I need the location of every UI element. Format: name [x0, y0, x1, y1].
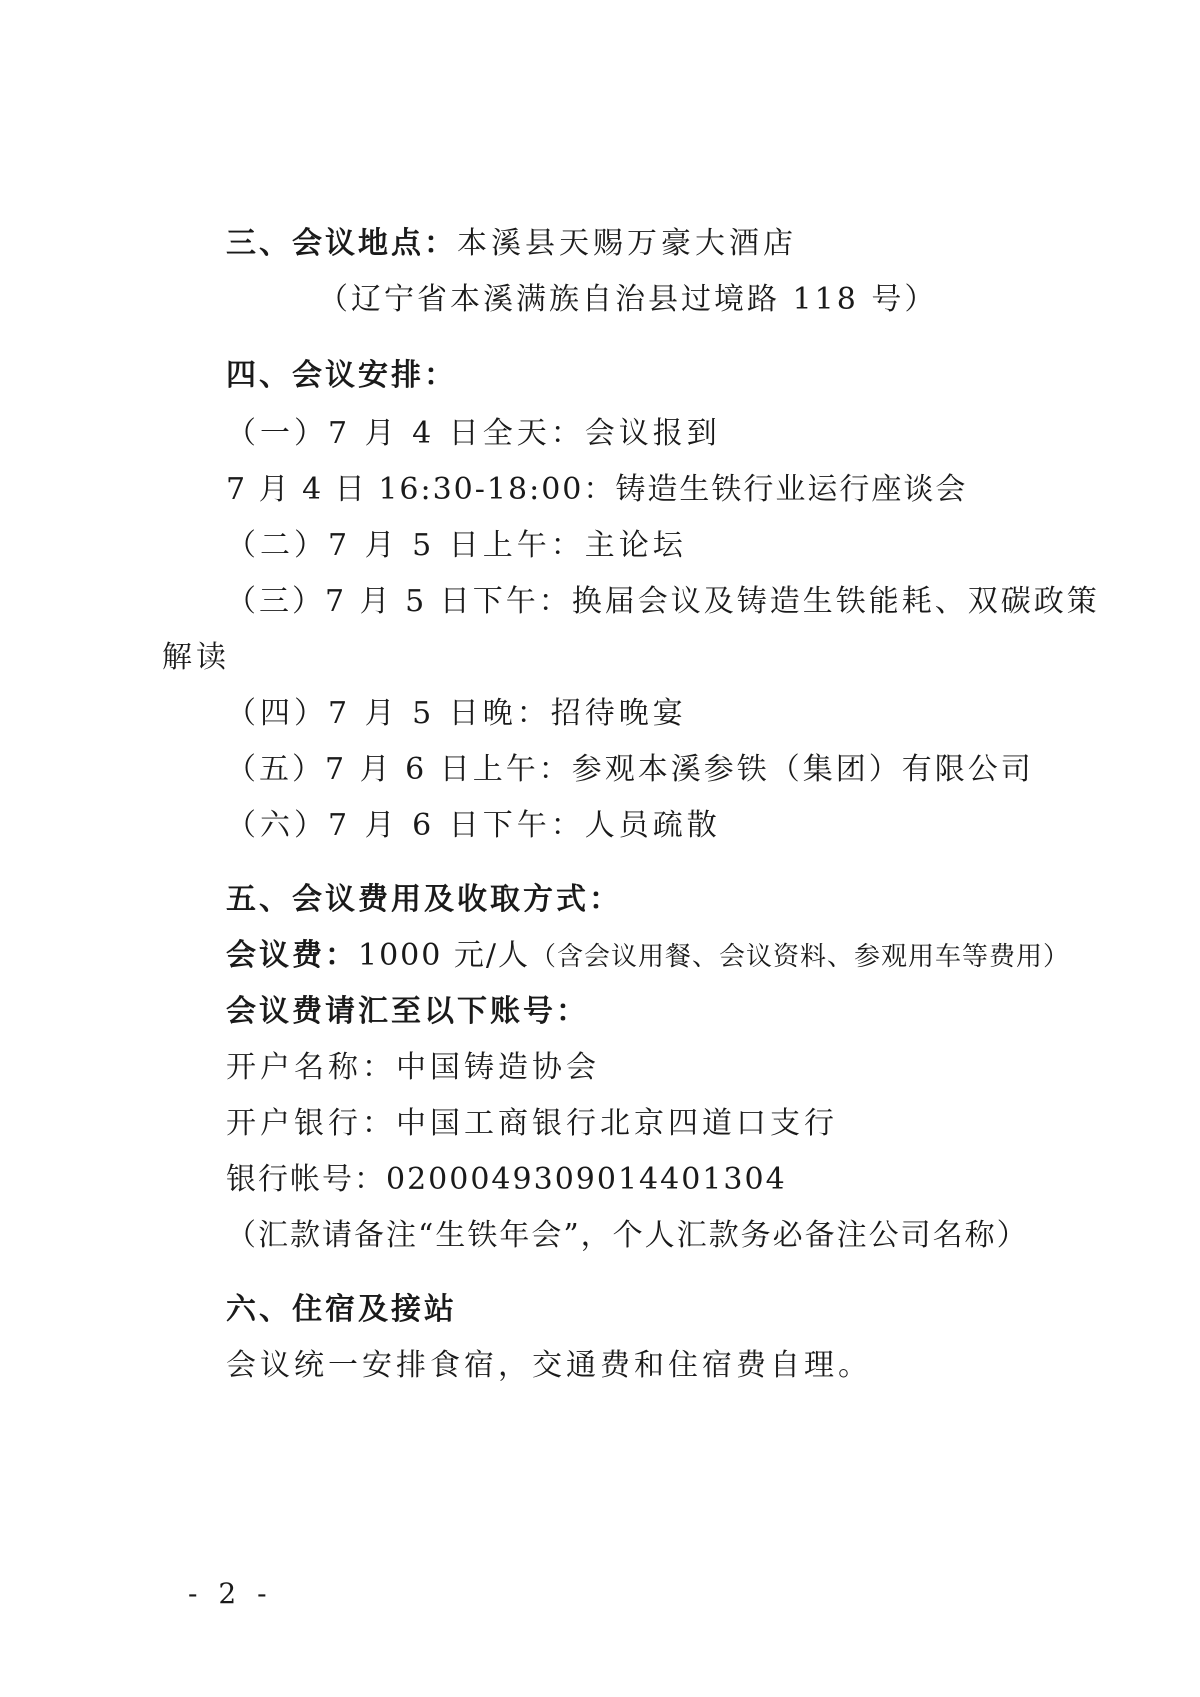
section6-heading: 六、住宿及接站	[226, 1292, 457, 1327]
account-number: 银行帐号：0200049309014401304	[226, 1162, 787, 1197]
schedule-item-3-continued: 解读	[162, 640, 230, 675]
schedule-item-1: （一）7 月 4 日全天：会议报到	[226, 416, 721, 451]
schedule-item-6: （六）7 月 6 日下午：人员疏散	[226, 808, 721, 843]
section4-heading: 四、会议安排：	[226, 358, 457, 393]
remit-heading: 会议费请汇至以下账号：	[226, 994, 589, 1029]
section3-line	[226, 224, 797, 264]
section3-address: （辽宁省本溪满族自治县过境路 118 号）	[318, 282, 938, 317]
section3-heading: 三、会议地点：	[226, 226, 457, 261]
fee-value: 1000 元/人	[358, 938, 530, 973]
page-number: - 2 -	[188, 1577, 273, 1610]
schedule-item-4: （四）7 月 5 日晚：招待晚宴	[226, 696, 687, 731]
account-name: 开户名称：中国铸造协会	[226, 1050, 600, 1085]
bank-name: 开户银行：中国工商银行北京四道口支行	[226, 1106, 838, 1141]
section5-heading: 五、会议费用及收取方式：	[226, 882, 622, 917]
fee-label: 会议费：	[226, 938, 358, 973]
section3-venue: 本溪县天赐万豪大酒店	[457, 226, 797, 261]
schedule-item-3: （三）7 月 5 日下午：换届会议及铸造生铁能耗、双碳政策	[226, 584, 1100, 619]
section6-text: 会议统一安排食宿，交通费和住宿费自理。	[226, 1348, 872, 1383]
fee-note: （含会议用餐、会议资料、参观用车等费用）	[530, 942, 1071, 972]
schedule-item-1-detail: 7 月 4 日 16:30-18:00：铸造生铁行业运行座谈会	[226, 472, 968, 507]
schedule-item-5: （五）7 月 6 日上午：参观本溪参铁（集团）有限公司	[226, 752, 1034, 787]
remit-remark: （汇款请备注“生铁年会”，个人汇款务必备注公司名称）	[226, 1218, 1029, 1253]
schedule-item-2: （二）7 月 5 日上午：主论坛	[226, 528, 687, 563]
fee-line	[226, 936, 1070, 977]
